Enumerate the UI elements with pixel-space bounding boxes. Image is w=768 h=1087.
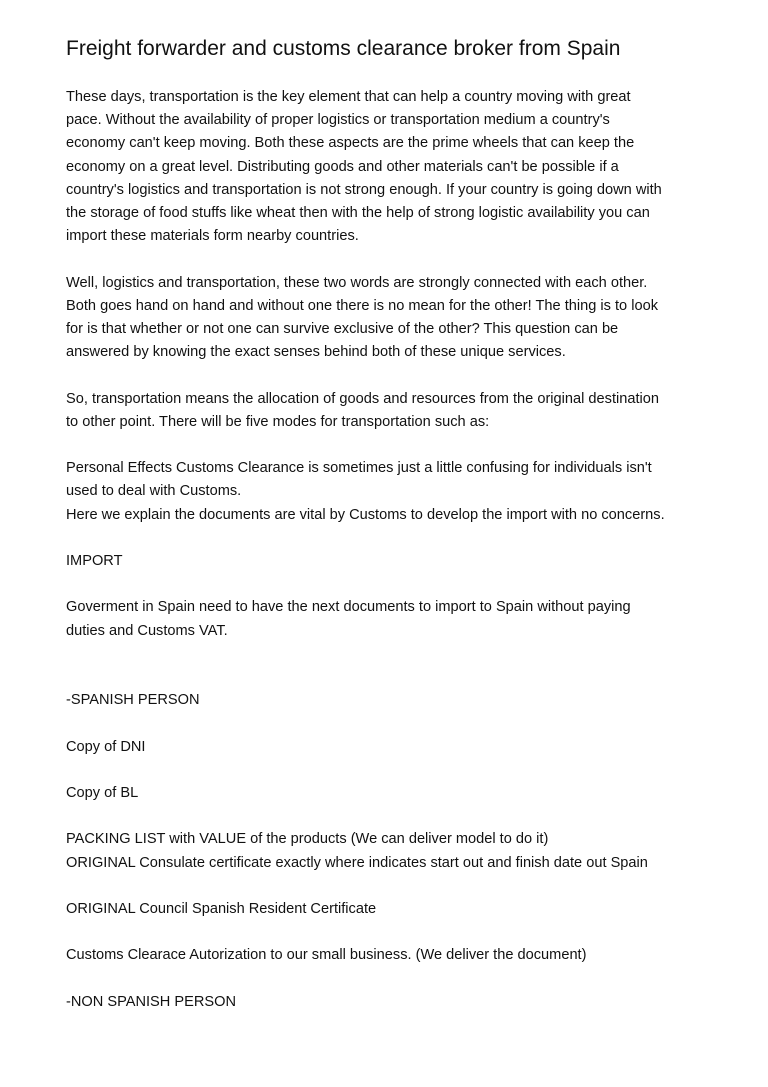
text-line: economy can't keep moving. Both these aspects are the prime wheels that can keep the <box>66 135 635 152</box>
paragraph-government-requirements <box>66 596 746 642</box>
paragraph-transportation-meaning <box>66 388 746 434</box>
document-title: Freight forwarder and customs clearance broker from Spain <box>66 37 621 60</box>
paragraph-logistics-connection <box>66 272 746 365</box>
customs-authorization-item: Customs Clearace Autorization to our small business. (We deliver the document) <box>66 947 587 964</box>
non-spanish-person-heading: -NON SPANISH PERSON <box>66 993 237 1010</box>
text-line: duties and Customs VAT. <box>66 622 228 639</box>
text-line: to other point. There will be five modes for transportation such as: <box>66 413 490 430</box>
text-line: economy on a great level. Distributing goods and other materials can't be possible if a <box>66 158 619 175</box>
text-line: Well, logistics and transportation, these two words are strongly connected with each other. <box>66 274 648 291</box>
text-line: import these materials form nearby countries. <box>66 228 359 245</box>
text-line: These days, transportation is the key element that can help a country moving with great <box>66 89 631 105</box>
copy-dni-item: Copy of DNI <box>66 738 146 755</box>
text-line: answered by knowing the exact senses behind both of these unique services. <box>66 344 566 361</box>
text-line: country's logistics and transportation is not strong enough. If your country is going down with <box>66 181 662 198</box>
text-line: Goverment in Spain need to have the next documents to import to Spain without paying <box>66 599 631 616</box>
text-line: Both goes hand on hand and without one there is no mean for the other! The thing is to look <box>66 297 658 314</box>
spanish-person-heading: -SPANISH PERSON <box>66 692 200 709</box>
copy-bl-item: Copy of BL <box>66 784 139 801</box>
text-line: ORIGINAL Consulate certificate exactly where indicates start out and finish date out Spain <box>66 854 648 871</box>
text-line: used to deal with Customs. <box>66 483 242 500</box>
text-line: pace. Without the availability of proper logistics or transportation medium a country's <box>66 112 610 129</box>
document-page <box>66 36 746 1014</box>
text-line: Here we explain the documents are vital by Customs to develop the import with no concerns. <box>66 506 665 523</box>
packing-list-item <box>66 828 746 874</box>
council-certificate-item: ORIGINAL Council Spanish Resident Certificate <box>66 900 377 917</box>
text-line: the storage of food stuffs like wheat then with the help of strong logistic availability you can <box>66 205 650 222</box>
text-line: for is that whether or not one can survive exclusive of the other? This question can be <box>66 321 619 338</box>
text-line: PACKING LIST with VALUE of the products (We can deliver model to do it) <box>66 831 549 848</box>
text-line: So, transportation means the allocation of goods and resources from the original destination <box>66 390 660 407</box>
text-line: Personal Effects Customs Clearance is sometimes just a little confusing for individuals isn't <box>66 460 652 477</box>
paragraph-personal-effects <box>66 457 746 527</box>
import-heading: IMPORT <box>66 553 123 569</box>
paragraph-transportation-importance <box>66 86 746 248</box>
